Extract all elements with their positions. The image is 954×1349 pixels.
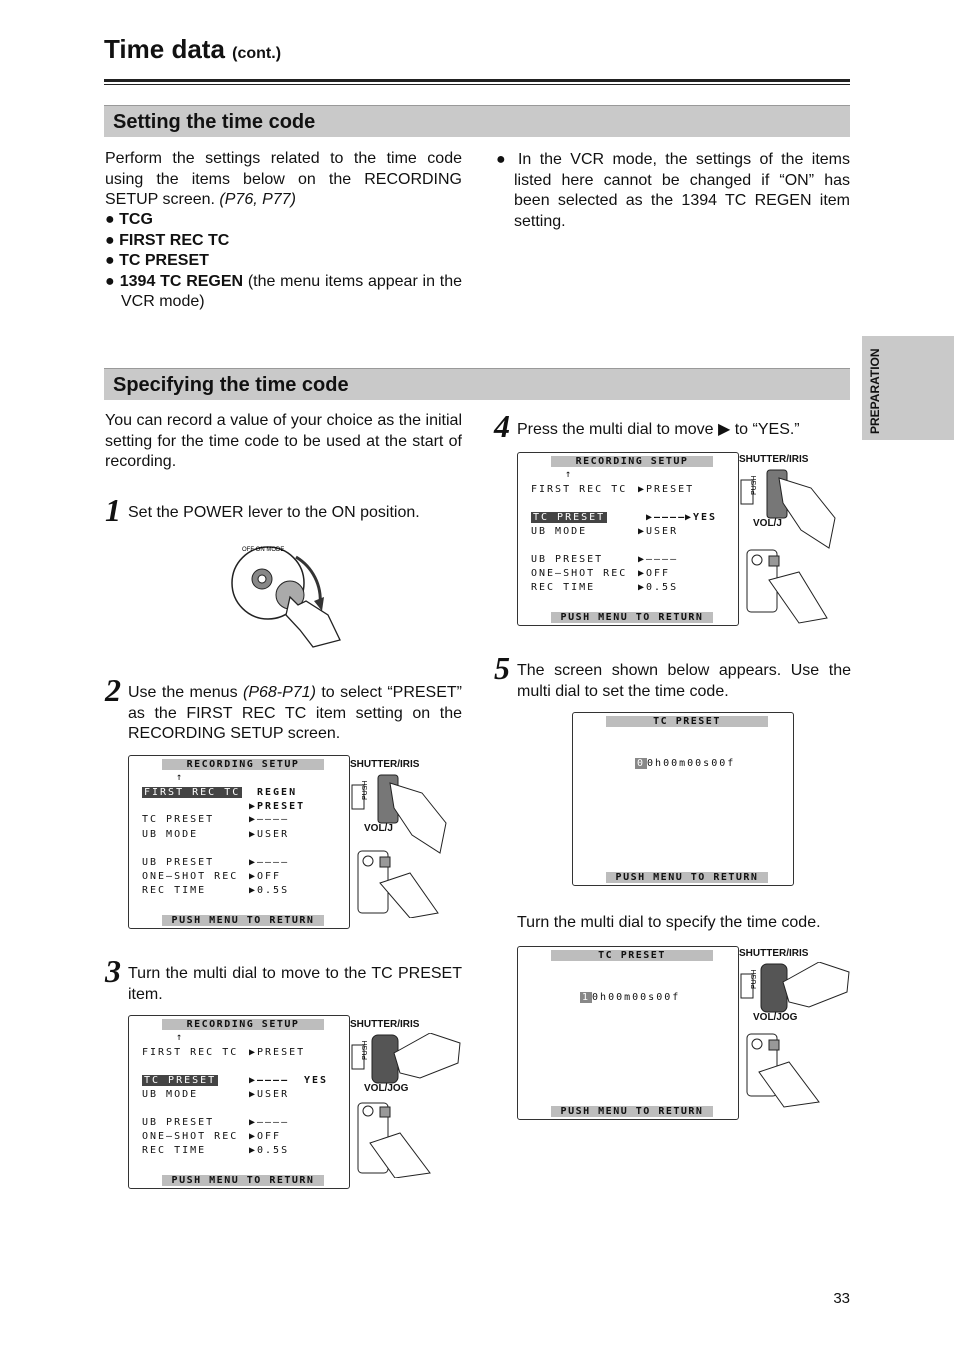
hand-icon bbox=[394, 1033, 460, 1078]
svg-text:PUSH: PUSH bbox=[751, 969, 758, 989]
step3-number: 3 bbox=[105, 953, 121, 989]
bullet-1394: ● 1394 TC REGEN (the menu items appear in the VCR mode) bbox=[105, 272, 462, 310]
page-title: Time data (cont.) bbox=[104, 34, 282, 64]
menu-screen-step3: RECORDING SETUP ↑ FIRST REC TC ▶PRESET TC PRESET ▶–––– YES UB MODE ▶USER UB PRESET ▶–––– ONE–SHOT REC ▶OFF REC TIME ▶0.5S PUSH MENU TO RETURN bbox=[128, 1015, 350, 1189]
hand-icon bbox=[783, 962, 849, 1007]
step5-text: The screen shown below appears. Use the multi dial to set the time code. bbox=[517, 662, 851, 700]
svg-text:PUSH: PUSH bbox=[362, 1040, 369, 1060]
camera-controls-step3: SHUTTER/IRIS PUSH VOL/JOG bbox=[350, 1015, 462, 1180]
section1-intro: Perform the settings related to the time code using the items below on the RECORDING SETUP screen. (P76, P77) bbox=[105, 150, 462, 208]
bullet-tc-preset: ● TC PRESET bbox=[105, 252, 209, 269]
step1-number: 1 bbox=[105, 492, 121, 528]
power-lever-illustration bbox=[228, 535, 358, 650]
camera-controls-step5: SHUTTER/IRIS PUSH VOL/JOG bbox=[739, 944, 851, 1114]
menu-screen-step4: RECORDING SETUP ↑ FIRST REC TC ▶PRESET TC PRESET ▶–––– ▶YES UB MODE ▶USER UB PRESET ▶–––– ONE–SHOT REC ▶OFF REC TIME ▶0.5S PUSH MENU TO RETURN bbox=[517, 452, 739, 626]
step2-text: Use the menus (P68-P71) to select “PRESET” as the FIRST REC TC item setting on the RECORDING SETUP screen. bbox=[128, 684, 462, 742]
section-heading-specifying: Specifying the time code bbox=[104, 368, 850, 400]
menu-screen-step2: RECORDING SETUP ↑ FIRST REC TC REGEN ▶PRESET TC PRESET ▶–––– UB MODE ▶USER UB PRESET ▶–––– ONE–SHOT REC ▶OFF REC TIME ▶0.5S PUSH MENU TO RETURN bbox=[128, 755, 350, 929]
title-rule-thin bbox=[104, 84, 850, 85]
tc-preset-screen-2: TC PRESET 1 0h00m00s00f PUSH MENU TO RETURN bbox=[517, 946, 739, 1120]
step5-subtext: Turn the multi dial to specify the time code. bbox=[517, 914, 821, 931]
step4-text: Press the multi dial to move ▶ to “YES.” bbox=[517, 421, 800, 438]
bullet-first-rec-tc: ● FIRST REC TC bbox=[105, 231, 230, 249]
step3-text: Turn the multi dial to move to the TC PRESET item. bbox=[128, 965, 462, 1003]
page-number: 33 bbox=[833, 1290, 850, 1307]
step4-number: 4 bbox=[494, 408, 510, 444]
svg-text:PUSH: PUSH bbox=[362, 780, 369, 800]
section1-note: ● In the VCR mode, the settings of the items listed here cannot be changed if “ON” has been selected as the 1394 TC REGEN item setting. bbox=[496, 151, 850, 230]
multi-dial bbox=[372, 1035, 398, 1083]
step2-number: 2 bbox=[105, 672, 121, 708]
camera-controls-step2: SHUTTER/IRIS PUSH VOL/J bbox=[350, 755, 460, 920]
svg-text:PUSH: PUSH bbox=[751, 475, 758, 495]
step1-text: Set the POWER lever to the ON position. bbox=[128, 504, 420, 521]
bullet-tcg: ● TCG bbox=[105, 211, 153, 228]
section1-bullets bbox=[105, 210, 462, 313]
section-heading-setting: Setting the time code bbox=[104, 105, 850, 137]
title-rule bbox=[104, 79, 850, 82]
section2-intro: You can record a value of your choice as the initial setting for the time code to be used at the start of recording. bbox=[105, 412, 462, 470]
side-tab: PREPARATION bbox=[862, 336, 954, 440]
hand-icon bbox=[286, 597, 340, 647]
lever-label: OFF ON MODE bbox=[242, 547, 285, 553]
tc-preset-screen-1: TC PRESET 0 0h00m00s00f PUSH MENU TO RETURN bbox=[572, 712, 794, 886]
camera-controls-step4: SHUTTER/IRIS PUSH VOL/J bbox=[739, 450, 851, 630]
step5-number: 5 bbox=[494, 650, 510, 686]
multi-dial bbox=[761, 964, 787, 1012]
